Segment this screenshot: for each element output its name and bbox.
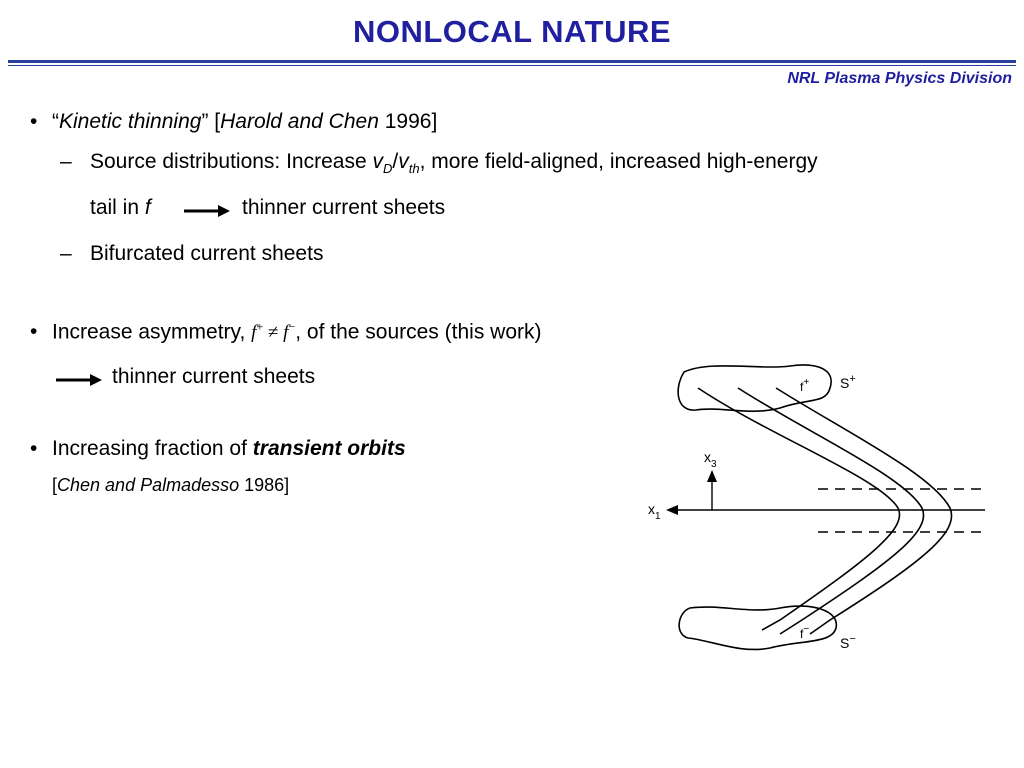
f-minus-sup: −: [803, 624, 810, 635]
bullet-asymmetry: [52, 320, 541, 344]
f-plus: f: [251, 322, 257, 344]
f-minus: f: [283, 322, 289, 344]
tail-text: tail in: [90, 196, 145, 219]
x1-sub: 1: [655, 511, 661, 522]
orbit-curve-3: [776, 388, 952, 634]
source-blob-upper: [678, 365, 831, 411]
quote-close: ” [: [201, 110, 221, 133]
bullet-kinetic-thinning: [52, 110, 437, 134]
sub-th: th: [408, 161, 420, 177]
implies-arrow-icon: [56, 373, 102, 387]
organization-label: NRL Plasma Physics Division: [787, 70, 1012, 87]
v-symbol: v: [372, 150, 383, 173]
asymmetry-text: Increase asymmetry,: [52, 320, 252, 344]
x3-sub: 3: [711, 459, 717, 470]
bullet-marker: •: [30, 110, 38, 133]
asymmetry-rest: , of the sources (this work): [295, 320, 542, 344]
asymmetry-result: thinner current sheets: [112, 365, 316, 388]
implies-arrow-icon: [184, 204, 230, 218]
svg-text:x3: [704, 449, 717, 470]
dash-marker: –: [60, 150, 72, 173]
ref-year: 1986]: [239, 475, 290, 495]
x1-arrowhead: [666, 505, 678, 515]
bullet-marker: •: [30, 320, 38, 343]
sub-result: thinner current sheets: [242, 196, 446, 219]
title-divider-thin: [8, 65, 1016, 66]
transient-citation: [52, 475, 289, 496]
svg-text:S+: [840, 373, 856, 391]
sup-plus: +: [256, 320, 264, 334]
dash-marker: –: [60, 242, 72, 265]
source-text: Source distributions: Increase: [90, 150, 373, 173]
sup-minus: −: [288, 320, 296, 334]
s-plus-sup: +: [849, 373, 856, 385]
not-equal-symbol: ≠: [267, 322, 279, 344]
s-minus-sup: −: [849, 633, 856, 645]
sub-d: D: [382, 161, 393, 177]
svg-text:S−: [840, 633, 856, 651]
sub-bifurcated: Bifurcated current sheets: [90, 242, 324, 265]
s-minus-label: S: [840, 635, 850, 651]
transient-orbits-emphasis: transient orbits: [252, 437, 406, 460]
f-symbol: f: [144, 196, 151, 219]
s-plus-label: S: [840, 375, 850, 391]
citation-year: 1996]: [378, 110, 438, 133]
kinetic-thinning-text: Kinetic thinning: [59, 110, 202, 133]
x1-label: x: [648, 501, 655, 517]
svg-text:f+: [800, 377, 809, 394]
sub-source-distributions: [90, 150, 818, 176]
f-plus-label: f: [800, 380, 804, 394]
citation-authors: Harold and Chen: [220, 110, 379, 133]
orbit-curve-2: [738, 388, 924, 634]
bullet-marker: •: [30, 437, 38, 460]
ref-authors: Chen and Palmadesso: [57, 475, 240, 495]
x3-arrowhead: [707, 470, 717, 482]
bullet-transient-orbits: [52, 437, 406, 461]
ref-open: [: [52, 475, 58, 495]
sub-tail-line: [90, 196, 151, 220]
quote-open: “: [52, 110, 59, 133]
slash: /: [392, 150, 399, 173]
transient-text: Increasing fraction of: [52, 437, 253, 460]
source-text-post: , more field-aligned, increased high-energy: [419, 150, 818, 173]
f-plus-sup: +: [803, 377, 810, 388]
f-minus-label: f: [800, 627, 804, 641]
v-symbol-2: v: [398, 150, 409, 173]
current-sheet-orbit-diagram: [640, 358, 990, 658]
title-divider: [8, 60, 1016, 63]
svg-text:x1: [648, 501, 661, 522]
svg-text:f−: [800, 624, 809, 641]
slide-title: NONLOCAL NATURE: [352, 14, 672, 49]
x3-label: x: [704, 449, 711, 465]
